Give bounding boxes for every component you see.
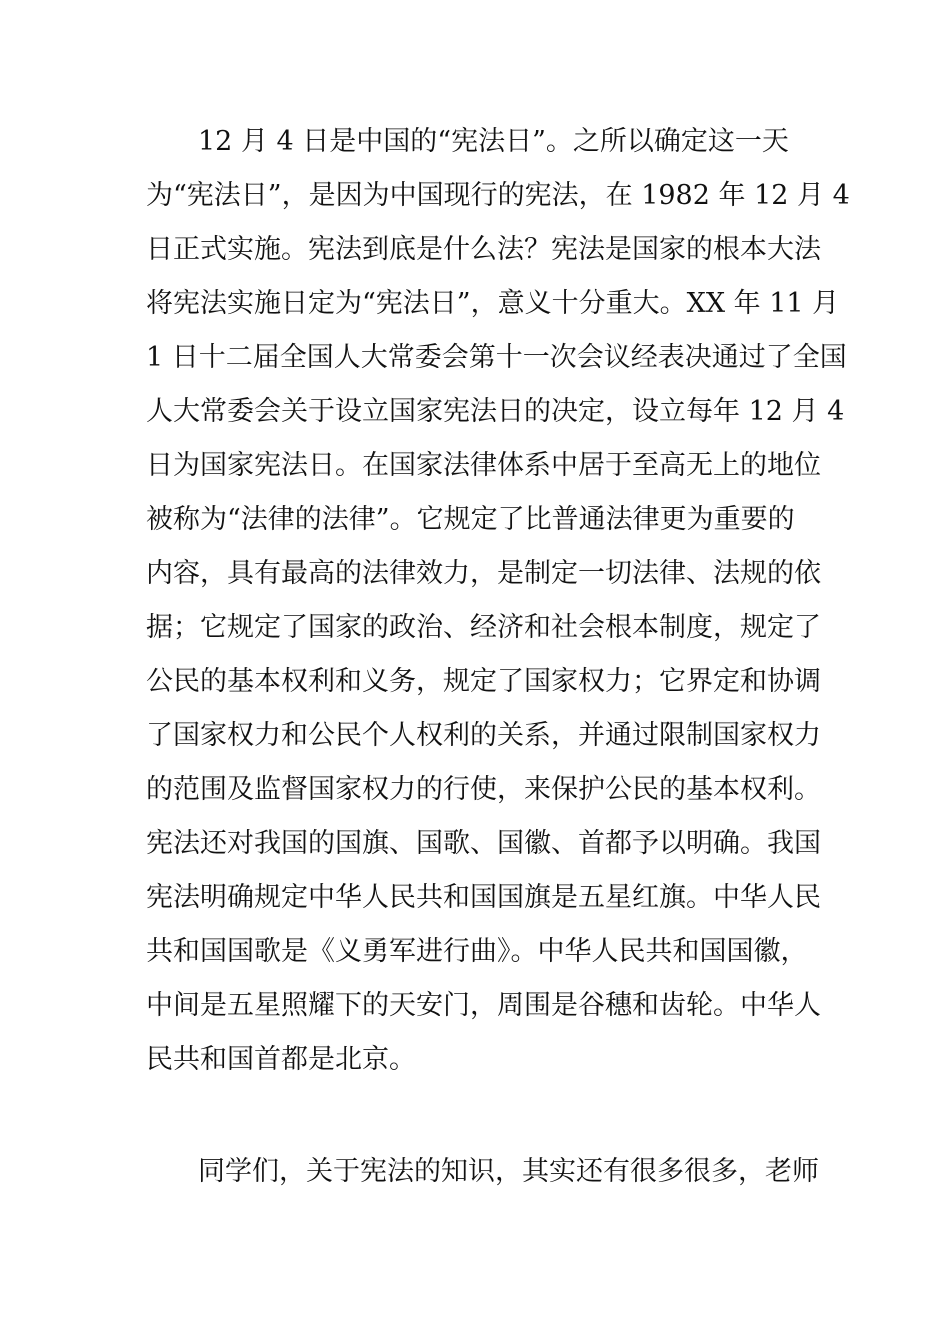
text-line: 为“宪法日”，是因为中国现行的宪法，在 1982 年 12 月 4 [146, 180, 850, 211]
text-line: 人大常委会关于设立国家宪法日的决定，设立每年 12 月 4 [146, 396, 845, 427]
text-line: 中间是五星照耀下的天安门，周围是谷穗和齿轮。中华人 [146, 990, 821, 1021]
paragraph-students [146, 1145, 819, 1199]
text-line: 公民的基本权利和义务，规定了国家权力；它界定和协调 [146, 666, 821, 697]
text-line: 宪法还对我国的国旗、国歌、国徽、首都予以明确。我国 [146, 828, 821, 859]
text-line: 民共和国首都是北京。 [146, 1044, 416, 1075]
text-line: 12 月 4 日是中国的“宪法日”。之所以确定这一天 [198, 126, 789, 157]
text-line: 日为国家宪法日。在国家法律体系中居于至高无上的地位 [146, 450, 821, 481]
text-line: 将宪法实施日定为“宪法日”，意义十分重大。XX 年 11 月 [146, 288, 840, 319]
text-line: 据；它规定了国家的政治、经济和社会根本制度，规定了 [146, 612, 821, 643]
text-line: 被称为“法律的法律”。它规定了比普通法律更为重要的 [146, 504, 795, 535]
text-line: 了国家权力和公民个人权利的关系，并通过限制国家权力 [146, 720, 821, 751]
text-line: 共和国国歌是《义勇军进行曲》。中华人民共和国国徽， [146, 936, 808, 967]
text-line: 同学们，关于宪法的知识，其实还有很多很多，老师 [198, 1156, 819, 1187]
text-line: 内容，具有最高的法律效力，是制定一切法律、法规的依 [146, 558, 821, 589]
text-line: 日正式实施。宪法到底是什么法？宪法是国家的根本大法 [146, 234, 821, 265]
text-line: 1 日十二届全国人大常委会第十一次会议经表决通过了全国 [146, 342, 847, 373]
text-line: 宪法明确规定中华人民共和国国旗是五星红旗。中华人民 [146, 882, 821, 913]
text-line: 的范围及监督国家权力的行使，来保护公民的基本权利。 [146, 774, 821, 805]
paragraph-constitution-day [146, 115, 850, 1087]
